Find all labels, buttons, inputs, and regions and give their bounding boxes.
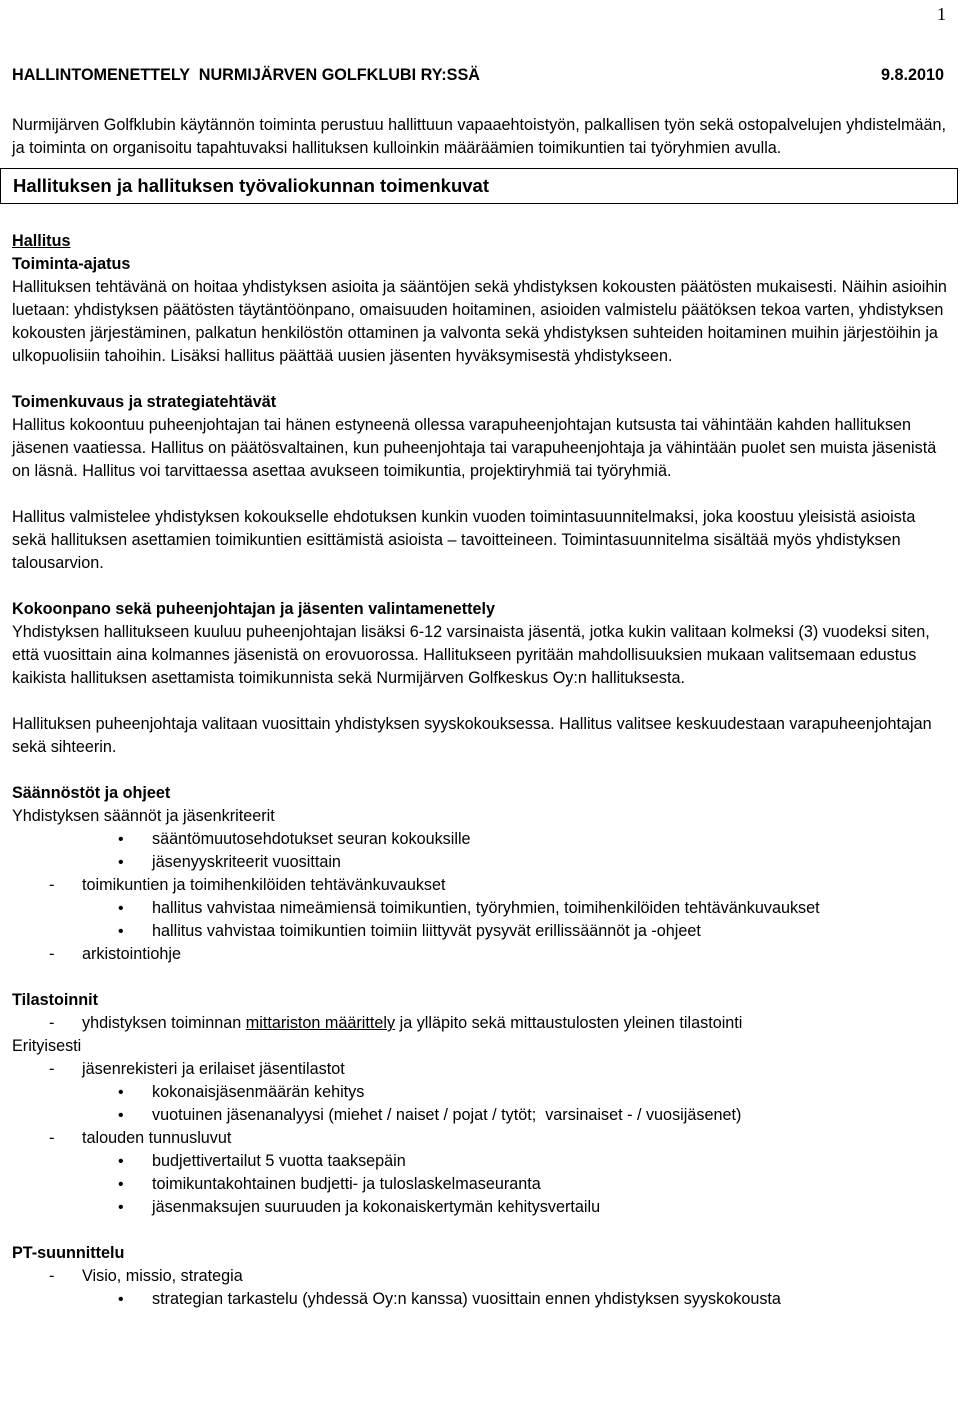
bullet-icon: •	[118, 1084, 124, 1101]
list-item: • budjettivertailut 5 vuotta taaksepäin	[12, 1150, 947, 1173]
bullet-icon: •	[118, 1176, 124, 1193]
list-item: - Visio, missio, strategia	[12, 1265, 947, 1288]
document-body	[12, 64, 947, 1311]
bullet-icon: •	[118, 923, 124, 940]
toiminta-ajatus-heading: Toiminta-ajatus	[12, 255, 131, 273]
document-title: HALLINTOMENETTELY NURMIJÄRVEN GOLFKLUBI RY:SSÄ	[12, 66, 480, 84]
toimenkuvaus-heading: Toimenkuvaus ja strategiatehtävät	[12, 393, 277, 411]
page-number: 1	[937, 4, 946, 24]
dash-icon: -	[49, 945, 55, 963]
erityisesti-label: Erityisesti	[12, 1037, 82, 1055]
list-item: • jäsenyyskriteerit vuosittain	[12, 851, 947, 874]
bullet-icon: •	[118, 854, 124, 871]
document-date: 9.8.2010	[880, 66, 944, 84]
dash-icon: -	[49, 876, 55, 894]
hallitus-paragraph: Hallituksen tehtävänä on hoitaa yhdistyksen asioita ja sääntöjen sekä yhdistyksen kokousten päätösten mukaisesti. Näihin asioihin luetaan: yhdistyksen päätösten täytäntöönpano, omaisuuden hoitaminen, asioiden valmistelu päätöksen tekoa varten, yhdistyksen kokousten järjestäminen, palkatun henkilöstön ottaminen ja valvonta sekä yhdistyksen suhteiden hoitaminen muihin järjestöihin ja ulkopuolisiin tahoihin. Lisäksi hallitus päättää uusien jäsenten hyväksymisestä yhdistykseen.	[12, 278, 947, 365]
kokoonpano-heading: Kokoonpano sekä puheenjohtajan ja jäsenten valintamenettely	[12, 600, 496, 618]
bullet-icon: •	[118, 1199, 124, 1216]
list-item: • vuotuinen jäsenanalyysi (miehet / naiset / pojat / tytöt; varsinaiset - / vuosijäsenet)	[12, 1104, 947, 1127]
saannostot-line: Yhdistyksen säännöt ja jäsenkriteerit	[12, 807, 275, 825]
kokoonpano-paragraph-1: Yhdistyksen hallitukseen kuuluu puheenjohtajan lisäksi 6-12 varsinaista jäsentä, jotka kukin valitaan kolmeksi (3) vuodeksi siten, että vuosittain aina kolmannes jäsenistä on erovuorossa. Hallitukseen pyritään mahdollisuuksien mukaan valitsemaan edustus kaikista hallituksen asettamista toimikunnista sekä Nurmijärven Golfkeskus Oy:n hallituksesta.	[12, 623, 930, 687]
list-item: • jäsenmaksujen suuruuden ja kokonaiskertymän kehitysvertailu	[12, 1196, 947, 1219]
toimenkuvaus-paragraph-2: Hallitus valmistelee yhdistyksen kokoukselle ehdotuksen kunkin vuoden toimintasuunnitelmaksi, joka koostuu yleisistä asioista sekä hallituksen asettamien toimikuntien esittämistä asioista – tavoitteineen. Toimintasuunnitelma sisältää myös yhdistyksen talousarvion.	[12, 508, 916, 572]
section-heading-box: Hallituksen ja hallituksen työvaliokunnan toimenkuvat	[0, 168, 958, 204]
saannostot-heading: Säännöstöt ja ohjeet	[12, 784, 171, 802]
dash-icon: -	[49, 1060, 55, 1078]
list-item: • toimikuntakohtainen budjetti- ja tuloslaskelmaseuranta	[12, 1173, 947, 1196]
list-item: • strategian tarkastelu (yhdessä Oy:n kanssa) vuosittain ennen yhdistyksen syyskokousta	[12, 1288, 947, 1311]
toimenkuvaus-paragraph-1: Hallitus kokoontuu puheenjohtajan tai hänen estyneenä ollessa varapuheenjohtajan kutsusta tai vähintään kahden hallituksen jäsenen vaatiessa. Hallitus on päätösvaltainen, kun puheenjohtaja tai varapuheenjohtaja ja vähintään puolet sen muista jäsenistä on läsnä. Hallitus voi tarvittaessa asettaa avukseen toimikuntia, projektiryhmiä tai työryhmiä.	[12, 416, 937, 480]
dash-icon: -	[49, 1014, 55, 1032]
intro-paragraph: Nurmijärven Golfklubin käytännön toiminta perustuu hallittuun vapaaehtoistyön, palkallisen työn sekä ostopalvelujen yhdistelmään, ja toiminta on organisoitu tapahtuvaksi hallituksen kulloinkin määräämien toimikuntien tai työryhmien avulla.	[12, 116, 947, 157]
kokoonpano-paragraph-2: Hallituksen puheenjohtaja valitaan vuosittain yhdistyksen syyskokouksessa. Hallitus valitsee keskuudestaan varapuheenjohtajan sekä sihteerin.	[12, 715, 932, 756]
list-item: - talouden tunnusluvut	[12, 1127, 947, 1150]
list-item: • kokonaisjäsenmäärän kehitys	[12, 1081, 947, 1104]
bullet-icon: •	[118, 900, 124, 917]
pt-suunnittelu-heading: PT-suunnittelu	[12, 1244, 125, 1262]
dash-icon: -	[49, 1267, 55, 1285]
list-item: - toimikuntien ja toimihenkilöiden tehtävänkuvaukset	[12, 874, 947, 897]
bullet-icon: •	[118, 1153, 124, 1170]
tilastoinnit-heading: Tilastoinnit	[12, 991, 99, 1009]
list-item: • sääntömuutosehdotukset seuran kokouksille	[12, 828, 947, 851]
dash-icon: -	[49, 1129, 55, 1147]
bullet-icon: •	[118, 1291, 124, 1308]
list-item: • hallitus vahvistaa nimeämiensä toimikuntien, työryhmien, toimihenkilöiden tehtävänkuvaukset	[12, 897, 947, 920]
list-item: - arkistointiohje	[12, 943, 947, 966]
list-item: - jäsenrekisteri ja erilaiset jäsentilastot	[12, 1058, 947, 1081]
bullet-icon: •	[118, 831, 124, 848]
document-header	[12, 64, 947, 87]
bullet-icon: •	[118, 1107, 124, 1124]
hallitus-heading: Hallitus	[12, 232, 71, 250]
list-item: - yhdistyksen toiminnan mittariston määrittely ja ylläpito sekä mittaustulosten yleinen tilastointi	[12, 1012, 947, 1035]
underlined-term: mittariston määrittely	[245, 1014, 396, 1032]
list-item: • hallitus vahvistaa toimikuntien toimiin liittyvät pysyvät erillissäännöt ja -ohjeet	[12, 920, 947, 943]
